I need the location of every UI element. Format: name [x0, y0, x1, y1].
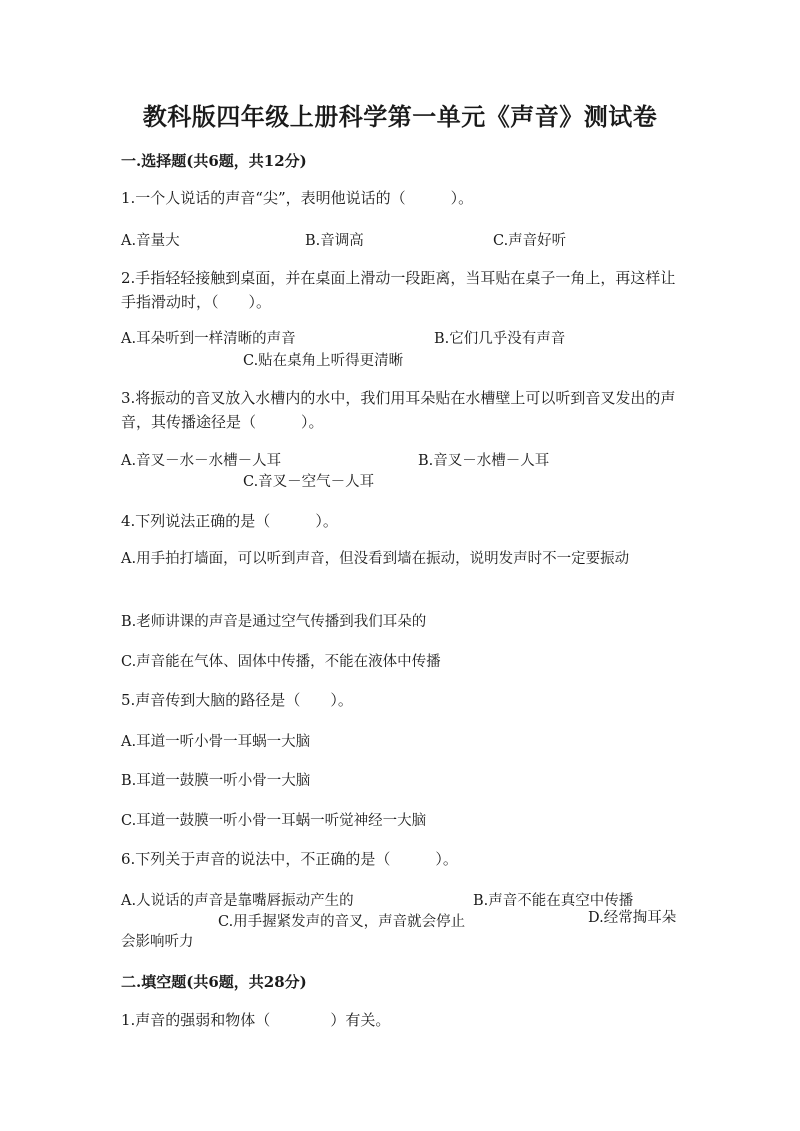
q6-option-c: C.用手握紧发声的音叉，声音就会停止: [218, 914, 466, 930]
q3-option-b: B.音叉－水槽－人耳: [418, 453, 550, 469]
q1-option-a: A.音量大: [121, 233, 180, 249]
q1-option-b: B.音调高: [305, 233, 364, 249]
q5-option-b: B.耳道一鼓膜一听小骨一大脑: [121, 773, 311, 789]
q4-option-c: C.声音能在气体、固体中传播，不能在液体中传播: [121, 654, 441, 670]
q6-option-d: D.经常掏耳朵会影响听力: [121, 910, 677, 950]
q6-option-b: B.声音不能在真空中传播: [473, 893, 634, 909]
question-6: 6.下列关于声音的说法中，不正确的是（ ）。: [121, 850, 458, 868]
question-1: 1.一个人说话的声音“尖”，表明他说话的（ ）。: [121, 189, 474, 207]
q3-option-a: A.音叉－水－水槽－人耳: [121, 453, 282, 469]
q5-option-a: A.耳道一听小骨一耳蜗一大脑: [121, 734, 311, 750]
question-2: 2.手指轻轻接触到桌面，并在桌面上滑动一段距离，当耳贴在桌子一角上，再这样让手指滑动时，（ ）。: [121, 269, 676, 311]
q4-option-a: A.用手拍打墙面，可以听到声音，但没看到墙在振动，说明发声时不一定要振动: [121, 551, 630, 567]
page-title: 教科版四年级上册科学第一单元《声音》测试卷: [142, 102, 658, 131]
question-3: 3.将振动的音叉放入水槽内的水中，我们用耳朵贴在水槽壁上可以听到音叉发出的声音，其传播途径是（ ）。: [121, 389, 676, 431]
q6-option-a: A.人说话的声音是靠嘴唇振动产生的: [121, 893, 354, 909]
q5-option-c: C.耳道一鼓膜一听小骨一耳蜗一听觉神经一大脑: [121, 813, 427, 829]
q4-option-b: B.老师讲课的声音是通过空气传播到我们耳朵的: [121, 614, 427, 630]
section-heading-choice: 一.选择题(共6题，共12分): [121, 152, 307, 170]
section-heading-fill-blank: 二.填空题(共6题，共28分): [121, 973, 307, 991]
q3-option-c: C.音叉－空气－人耳: [243, 474, 375, 490]
q2-option-b: B.它们几乎没有声音: [434, 331, 566, 347]
fill-question-1: 1.声音的强弱和物体（ ）有关。: [121, 1011, 391, 1029]
q1-option-c: C.声音好听: [493, 233, 567, 249]
q2-option-c: C.贴在桌角上听得更清晰: [243, 353, 404, 369]
question-5: 5.声音传到大脑的路径是（ ）。: [121, 691, 353, 709]
q2-option-a: A.耳朵听到一样清晰的声音: [121, 331, 296, 347]
question-4: 4.下列说法正确的是（ ）。: [121, 512, 338, 530]
